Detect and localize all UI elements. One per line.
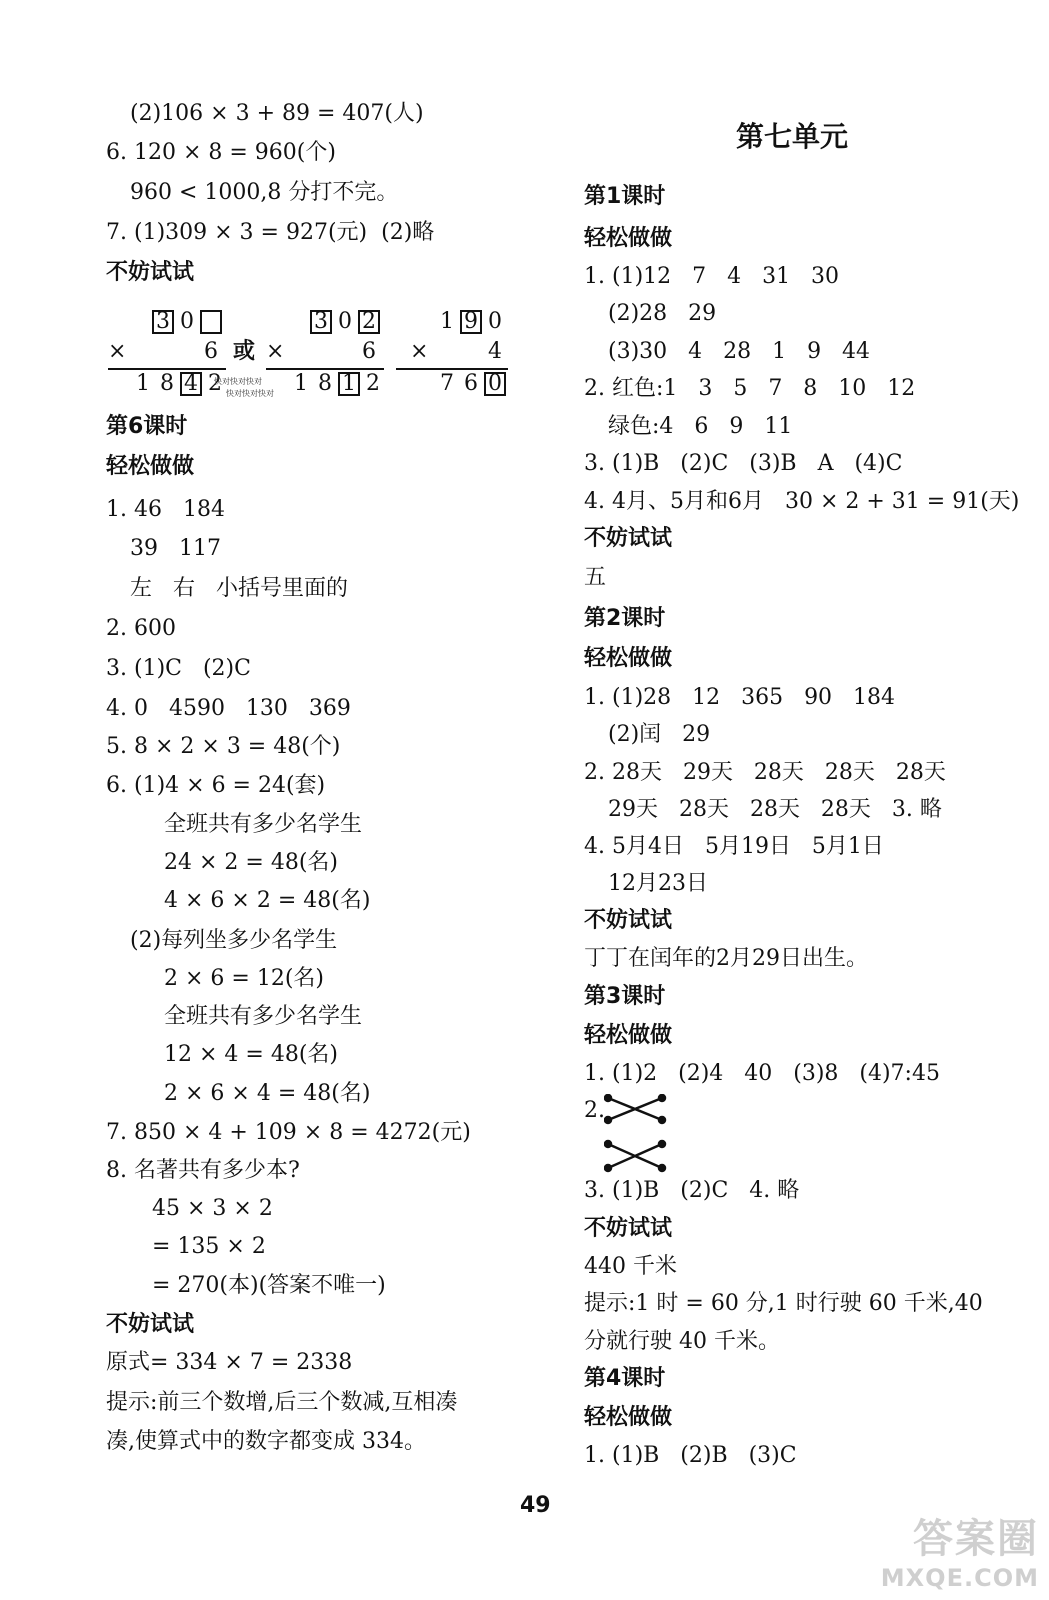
answer-line: 7. 850 × 4 + 109 × 8 = 4272(元) [106,1120,471,1145]
digit: 0 [180,309,194,334]
answer-line: 960 < 1000,8 分打不完。 [130,180,399,205]
answer-line: 39 117 [130,536,221,561]
watermark-bottom: MXQE.COM [880,1564,1039,1592]
answer-line: 2 × 6 = 12(名) [164,966,324,991]
answer-line: = 270(本)(答案不唯一) [152,1273,386,1298]
sum-rule [108,368,226,370]
times-sign: × [410,339,429,364]
answer-line: 6. 120 × 8 = 960(个) [106,140,336,165]
multiplier: 6 [204,339,218,364]
unit-title: 第七单元 [736,120,849,153]
matching-lines-top [605,1095,665,1123]
digit: 8 [318,371,332,396]
section-heading: 轻松做做 [584,1023,673,1048]
times-sign: × [108,339,127,364]
section-heading: 不妨试试 [584,908,673,933]
answer-line: 全班共有多少名学生 [164,1004,363,1029]
answer-line: 4. 5月4日 5月19日 5月1日 [584,834,884,859]
answer-line: 原式= 334 × 7 = 2338 [106,1350,353,1375]
watermark-logo [881,1507,1039,1592]
watermark-top: 答案圈 [913,1516,1039,1562]
answer-line: 全班共有多少名学生 [164,812,363,837]
section-heading: 第6课时 [106,414,188,439]
answer-line: 3. (1)B (2)C (3)B A (4)C [584,451,903,476]
section-heading: 轻松做做 [584,1405,673,1430]
sum-rule [396,368,508,370]
answer-line: 1. (1)12 7 4 31 30 [584,264,840,289]
answer-line: 左 右 小括号里面的 [130,576,348,601]
digit-box: 1 [338,372,360,396]
answer-line: 12月23日 [608,871,708,896]
multiplier: 6 [362,339,376,364]
answer-line: 1. (1)28 12 365 90 184 [584,685,896,710]
section-heading: 不妨试试 [584,1216,673,1241]
digit-box: 2 [358,310,380,334]
answer-line: 24 × 2 = 48(名) [164,850,338,875]
answer-line: 五 [584,565,607,590]
answer-line: 2. 28天 29天 28天 28天 28天 [584,760,946,785]
page-number: 49 [520,1493,551,1518]
answer-line: 提示:1 时 = 60 分,1 时行驶 60 千米,40 [584,1291,983,1316]
answer-line: 12 × 4 = 48(名) [164,1042,338,1067]
digit-box: 4 [180,372,202,396]
section-heading: 轻松做做 [106,454,195,479]
digit: 1 [294,371,308,396]
matching-lines-figure [604,1094,668,1174]
section-heading: 第2课时 [584,606,666,631]
section-heading: 不妨试试 [106,1312,195,1337]
digit: 2 [366,371,380,396]
section-heading: 轻松做做 [584,226,673,251]
answer-line: (2)28 29 [608,301,717,326]
section-heading: 不妨试试 [106,260,195,285]
answer-line: 29天 28天 28天 28天 3. 略 [608,797,942,822]
answer-line: 凑,使算式中的数字都变成 334。 [106,1429,426,1454]
times-sign: × [266,339,285,364]
answer-line: 4. 0 4590 130 369 [106,696,351,721]
scribble-1: 快对快对快对 [214,377,262,386]
answer-line: 2. 600 [106,616,176,641]
answer-line: 提示:前三个数增,后三个数减,互相凑 [106,1390,458,1415]
answer-line: 7. (1)309 × 3 = 927(元) (2)略 [106,220,435,245]
answer-line: 1. 46 184 [106,497,225,522]
answer-line: 2 × 6 × 4 = 48(名) [164,1081,371,1106]
section-heading: 第3课时 [584,984,666,1009]
digit: 0 [488,309,502,334]
digit-box: 3 [310,310,332,334]
answer-line: 1. (1)2 (2)4 40 (3)8 (4)7:45 [584,1061,940,1086]
section-heading: 第4课时 [584,1366,666,1391]
digit: 7 [440,371,454,396]
answer-line: 45 × 3 × 2 [152,1196,273,1221]
answer-line: 440 千米 [584,1254,677,1279]
answer-line: = 135 × 2 [152,1234,266,1259]
or-label: 或 [233,339,256,364]
answer-line: (2)闰 29 [608,722,711,747]
answer-line: 绿色:4 6 9 11 [608,414,793,439]
answer-line: (3)30 4 28 1 9 44 [608,339,871,364]
scribble-2: 快对快对快对 [226,389,274,398]
answer-line: (2)106 × 3 + 89 = 407(人) [130,101,424,126]
digit-box: 0 [484,372,506,396]
digit: 8 [160,371,174,396]
answer-line: 2. 红色:1 3 5 7 8 10 12 [584,376,916,401]
section-heading: 轻松做做 [584,646,673,671]
digit: 6 [464,371,478,396]
answer-line: 5. 8 × 2 × 3 = 48(个) [106,734,341,759]
digit-box [200,310,222,334]
answer-line: 4 × 6 × 2 = 48(名) [164,888,371,913]
digit: 1 [440,309,454,334]
answer-line: 3. (1)C (2)C [106,656,251,681]
answer-line: 丁丁在闰年的2月29日出生。 [584,946,868,971]
digit: 2 [208,371,222,396]
answer-line: (2)每列坐多少名学生 [130,928,338,953]
digit: 0 [338,309,352,334]
answer-line: 6. (1)4 × 6 = 24(套) [106,773,326,798]
digit-box: 3 [152,310,174,334]
section-heading: 第1课时 [584,184,666,209]
multiplier: 4 [488,339,502,364]
sum-rule [266,368,384,370]
matching-lines-bottom [605,1141,665,1171]
answer-line: 1. (1)B (2)B (3)C [584,1443,797,1468]
section-heading: 不妨试试 [584,526,673,551]
digit-box: 9 [460,310,482,334]
digit: 1 [136,371,150,396]
answer-line: 2. [584,1098,605,1123]
answer-line: 4. 4月、5月和6月 30 × 2 + 31 = 91(天) [584,489,1020,514]
answer-line: 分就行驶 40 千米。 [584,1329,780,1354]
answer-line: 3. (1)B (2)C 4. 略 [584,1178,800,1203]
answer-line: 8. 名著共有多少本? [106,1158,300,1183]
